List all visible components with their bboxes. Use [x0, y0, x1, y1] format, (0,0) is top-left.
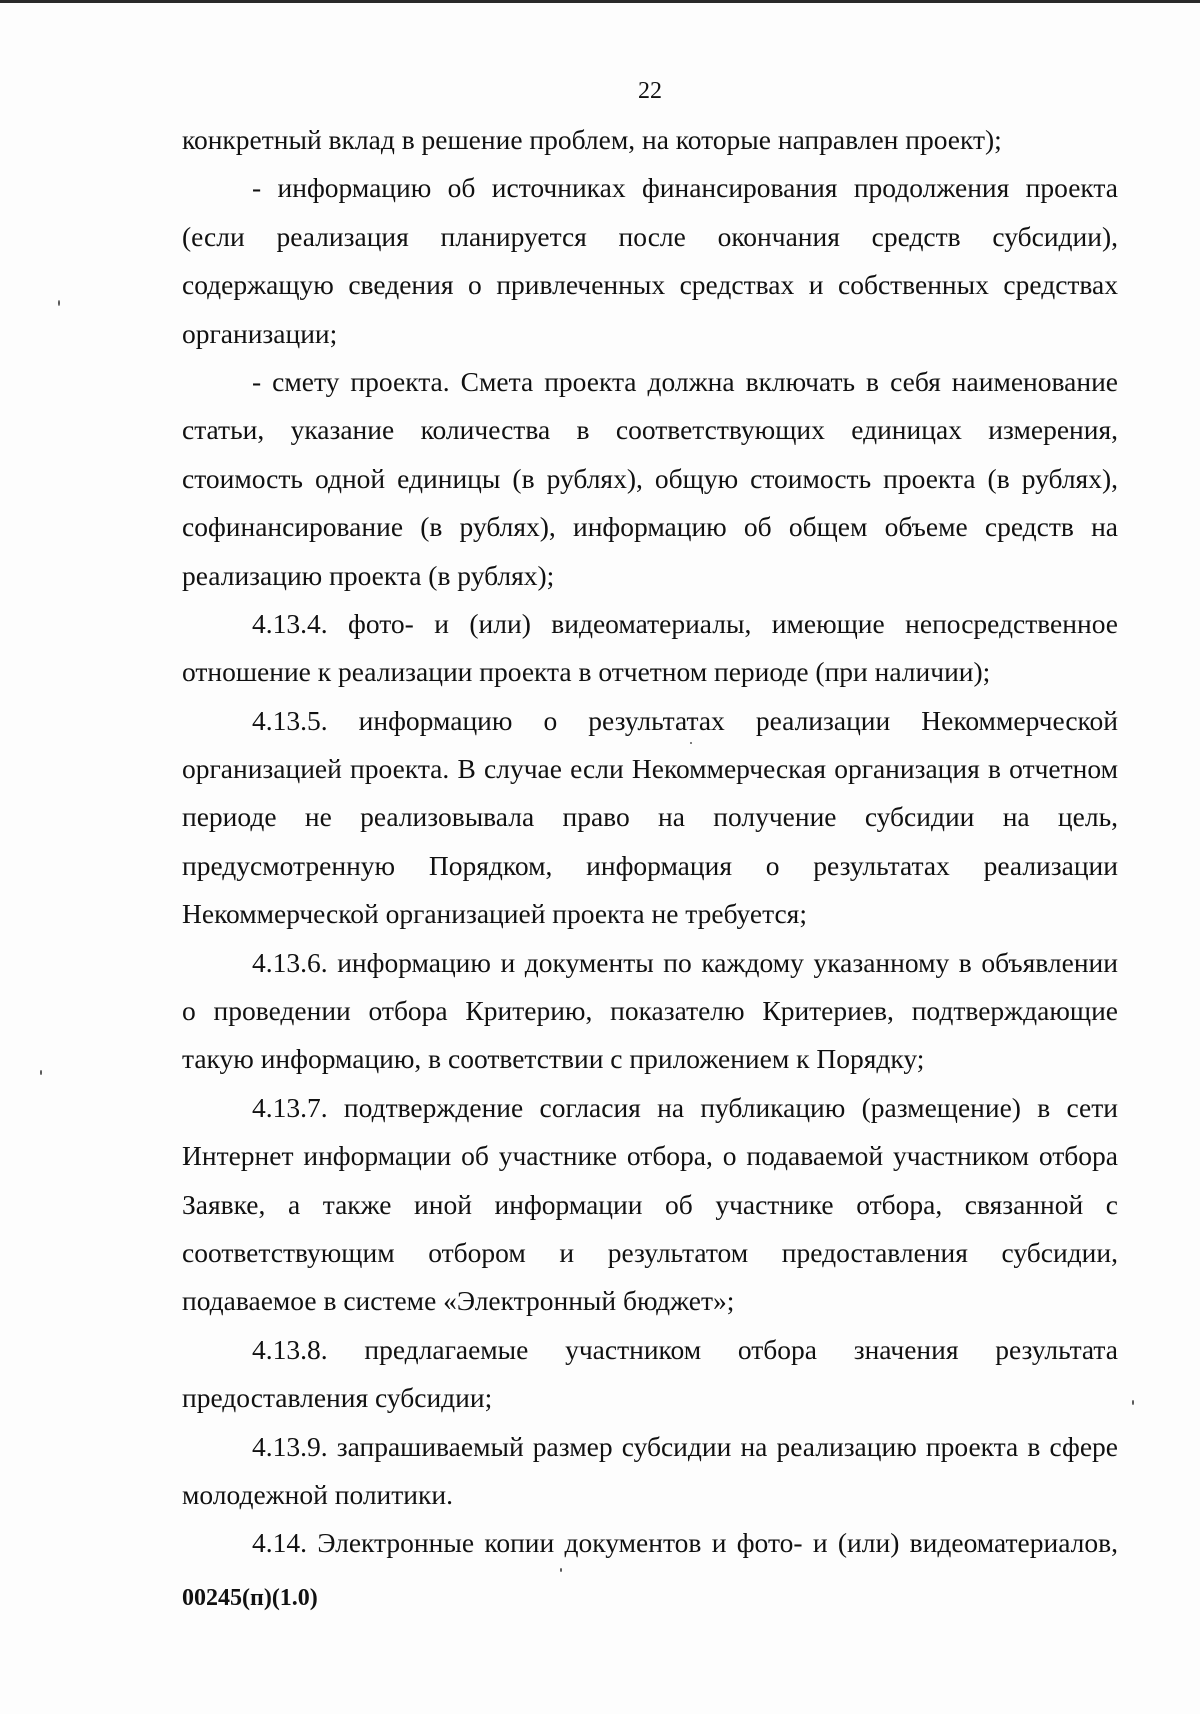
text-line: предоставления субсидии;	[182, 1382, 493, 1414]
scan-speck	[40, 1070, 42, 1075]
text-line: 4.13.5. информацию о результатах реализации Некоммерческой	[252, 704, 1118, 736]
scan-top-edge	[0, 0, 1200, 3]
text-line: 4.14. Электронные копии документов и фото- и (или) видеоматериалов,	[252, 1527, 1118, 1559]
text-line: стоимость одной единицы (в рублях), общую стоимость проекта (в рублях),	[182, 462, 1118, 494]
scan-speck	[1132, 1400, 1134, 1405]
text-line: соответствующим отбором и результатом предоставления субсидии,	[182, 1236, 1118, 1268]
scan-speck	[560, 1568, 562, 1572]
text-line: софинансирование (в рублях), информацию об общем объеме средств на	[182, 511, 1118, 543]
text-line: Заявке, а также иной информации об участнике отбора, связанной с	[182, 1188, 1118, 1220]
text-line: - смету проекта. Смета проекта должна включать в себя наименование	[252, 365, 1118, 397]
text-line: статьи, указание количества в соответствующих единицах измерения,	[182, 414, 1118, 446]
text-line: предусмотренную Порядком, информация о результатах реализации	[182, 849, 1118, 881]
page-number: 22	[638, 78, 662, 104]
text-line: периоде не реализовывала право на получение субсидии на цель,	[182, 801, 1118, 833]
text-line: (если реализация планируется после окончания средств субсидии),	[182, 220, 1118, 252]
text-line: 4.13.4. фото- и (или) видеоматериалы, имеющие непосредственное	[252, 607, 1118, 639]
text-line: Некоммерческой организацией проекта не требуется;	[182, 898, 807, 930]
text-line: о проведении отбора Критерию, показателю Критериев, подтверждающие	[182, 995, 1118, 1027]
text-line: такую информацию, в соответствии с приложением к Порядку;	[182, 1043, 925, 1075]
text-line: организацией проекта. В случае если Некоммерческая организация в отчетном	[182, 753, 1118, 785]
document-body	[182, 116, 1118, 1568]
document-code: 00245(п)(1.0)	[182, 1585, 318, 1611]
text-line: 4.13.8. предлагаемые участником отбора значения результата	[252, 1333, 1118, 1365]
text-line: отношение к реализации проекта в отчетном периоде (при наличии);	[182, 656, 991, 688]
text-line: 4.13.6. информацию и документы по каждому указанному в объявлении	[252, 946, 1118, 978]
text-line: содержащую сведения о привлеченных средствах и собственных средствах	[182, 269, 1118, 301]
text-line: организации;	[182, 317, 338, 349]
text-line: реализацию проекта (в рублях);	[182, 559, 555, 591]
scan-speck	[58, 300, 60, 306]
text-line: 4.13.9. запрашиваемый размер субсидии на реализацию проекта в сфере	[252, 1430, 1118, 1462]
text-line: 4.13.7. подтверждение согласия на публикацию (размещение) в сети	[252, 1091, 1118, 1123]
scan-speck	[690, 742, 692, 744]
text-line: молодежной политики.	[182, 1478, 453, 1510]
text-line: Интернет информации об участнике отбора, о подаваемой участником отбора	[182, 1140, 1118, 1172]
text-line: - информацию об источниках финансирования продолжения проекта	[252, 172, 1118, 204]
text-line: подаваемое в системе «Электронный бюджет»;	[182, 1285, 735, 1317]
text-line: конкретный вклад в решение проблем, на которые направлен проект);	[182, 124, 1002, 155]
